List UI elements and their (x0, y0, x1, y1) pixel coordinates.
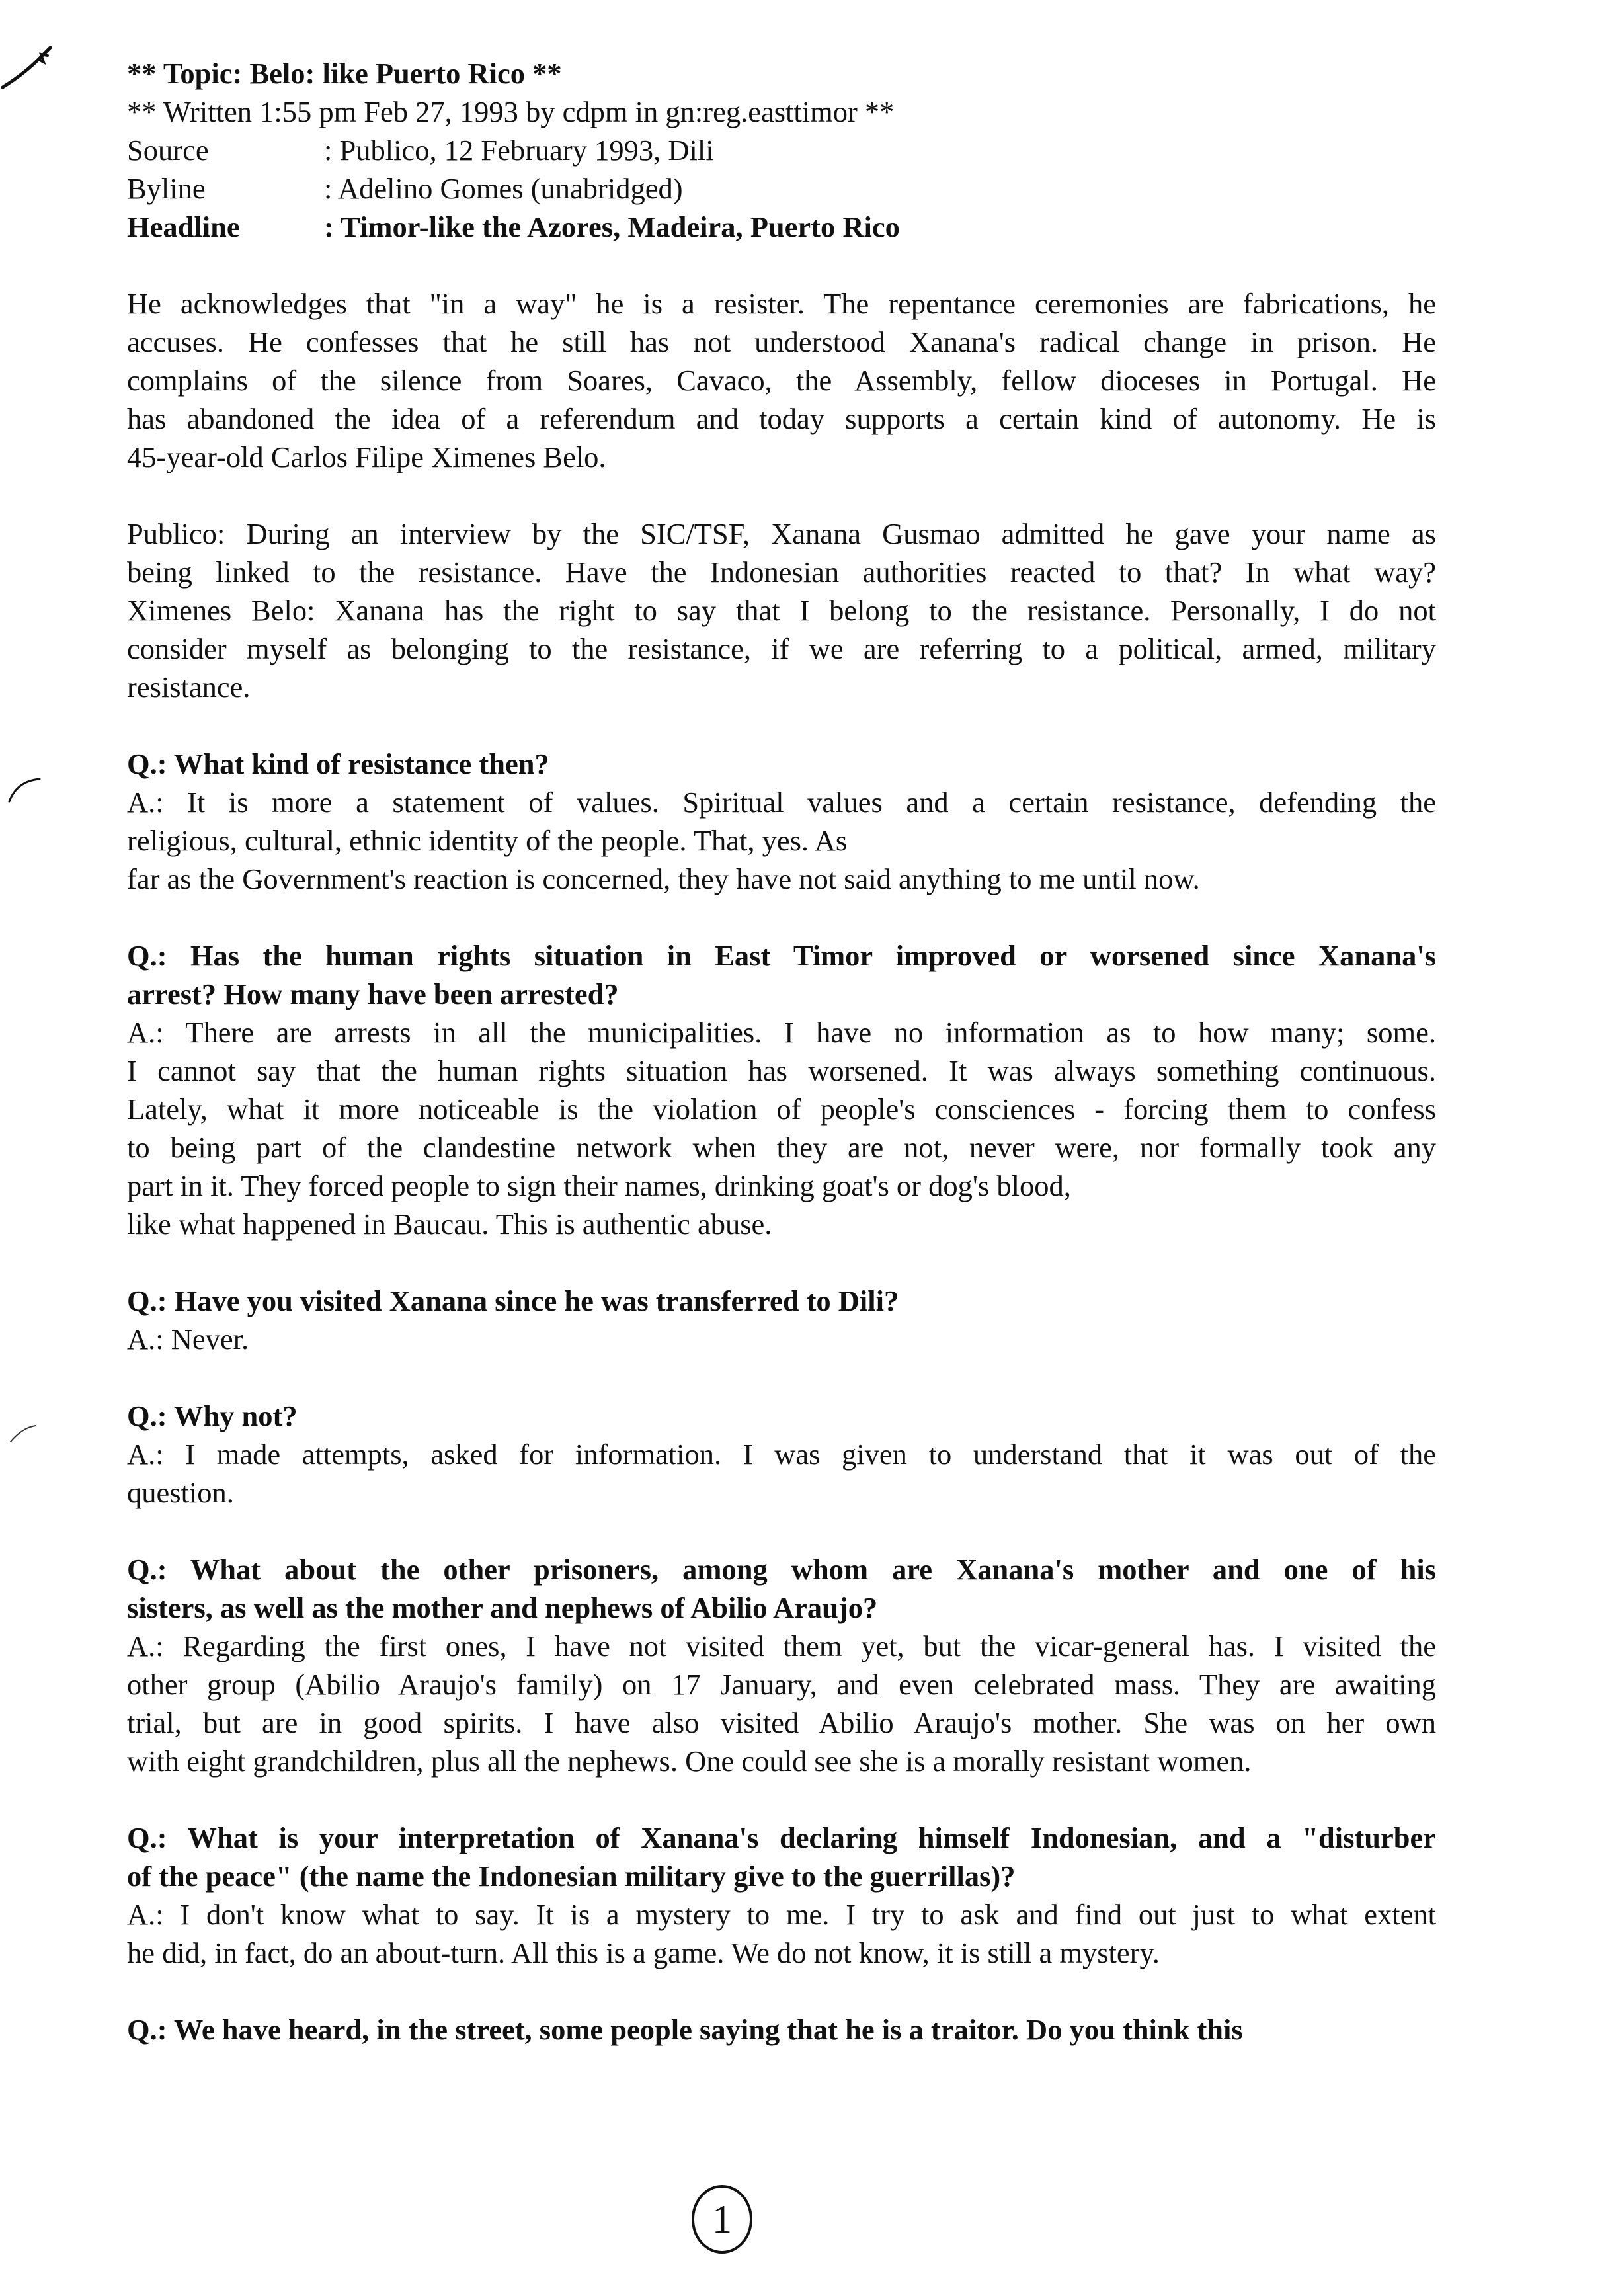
qa-block (127, 1819, 1436, 1972)
source-label: Source (127, 134, 209, 167)
byline-row (127, 169, 1436, 208)
margin-bracket-mark (5, 775, 45, 808)
answer (127, 1627, 1436, 1780)
spacer (127, 1972, 1436, 2010)
text-line: Ximenes Belo: Xanana has the right to say that I belong to the resistance. Personally, I do not (127, 594, 1436, 627)
qa-block (127, 745, 1436, 898)
byline-label: Byline (127, 172, 206, 205)
question-line: of the peace" (the name the Indonesian military give to the guerrillas)? (127, 1860, 1016, 1893)
answer-line: he did, in fact, do an about-turn. All this is a game. We do not know, it is still a mystery. (127, 1936, 1160, 1969)
question (127, 1819, 1436, 1895)
answer-line: with eight grandchildren, plus all the nephews. One could see she is a morally resistant women. (127, 1744, 1252, 1778)
headline-value: : Timor-like the Azores, Madeira, Puerto Rico (324, 210, 900, 243)
answer-line: far as the Government's reaction is concerned, they have not said anything to me until now. (127, 862, 1200, 895)
spacer (127, 1512, 1436, 1550)
question-line: Q.: What about the other prisoners, among whom are Xanana's mother and one of his (127, 1553, 1436, 1586)
text-line: has abandoned the idea of a referendum and today supports a certain kind of autonomy. He is (127, 402, 1436, 435)
spacer (127, 706, 1436, 745)
qa-block (127, 1550, 1436, 1780)
margin-tick-mark (7, 1422, 40, 1448)
question-line: Q.: Why not? (127, 1399, 298, 1432)
text-line: being linked to the resistance. Have the Indonesian authorities reacted to that? In what way? (127, 555, 1436, 589)
answer-line: like what happened in Baucau. This is authentic abuse. (127, 1208, 772, 1241)
answer (127, 1013, 1436, 1243)
answer-line: A.: I don't know what to say. It is a mystery to me. I try to ask and find out just to what extent (127, 1898, 1436, 1931)
answer-line: A.: There are arrests in all the municipalities. I have no information as to how many; some. (127, 1016, 1436, 1049)
answer-line: I cannot say that the human rights situation has worsened. It was always something continuous. (127, 1054, 1436, 1087)
spacer (127, 898, 1436, 936)
source-row (127, 131, 1436, 169)
page-number-mark (682, 2180, 762, 2259)
question-line: sisters, as well as the mother and nephews of Abilio Araujo? (127, 1591, 878, 1624)
question (127, 2010, 1436, 2049)
text-line: accuses. He confesses that he still has not understood Xanana's radical change in prison. He (127, 325, 1436, 358)
opening-paragraph (127, 514, 1436, 706)
text-line: Publico: During an interview by the SIC/TSF, Xanana Gusmao admitted he gave your name as (127, 517, 1436, 550)
answer (127, 1895, 1436, 1972)
headline-row (127, 208, 1436, 246)
spacer (127, 1358, 1436, 1397)
question-line: Q.: We have heard, in the street, some people saying that he is a traitor. Do you think this (127, 2013, 1243, 2046)
question (127, 936, 1436, 1013)
text-line: complains of the silence from Soares, Cavaco, the Assembly, fellow dioceses in Portugal. He (127, 364, 1436, 397)
qa-block (127, 2010, 1436, 2049)
question-line: arrest? How many have been arrested? (127, 977, 619, 1010)
question (127, 745, 1436, 783)
answer (127, 1320, 1436, 1358)
question (127, 1397, 1436, 1435)
answer-line: other group (Abilio Araujo's family) on 17 January, and even celebrated mass. They are awaiting (127, 1668, 1436, 1701)
question-line: Q.: What kind of resistance then? (127, 747, 549, 780)
answer-line: Lately, what it more noticeable is the violation of people's consciences - forcing them to confess (127, 1092, 1436, 1126)
headline-label: Headline (127, 210, 240, 243)
spacer (127, 1780, 1436, 1819)
topic-line: ** Topic: Belo: like Puerto Rico ** (127, 57, 562, 90)
answer-line: A.: It is more a statement of values. Spiritual values and a certain resistance, defending the (127, 786, 1436, 819)
answer (127, 1435, 1436, 1512)
spacer (127, 476, 1436, 514)
question (127, 1282, 1436, 1320)
spacer (127, 1243, 1436, 1282)
answer-line: A.: Never. (127, 1323, 249, 1356)
margin-pen-mark (0, 40, 60, 99)
document-body (127, 54, 1436, 2049)
answer-line: A.: I made attempts, asked for information. I was given to understand that it was out of the (127, 1438, 1436, 1471)
qa-block (127, 1282, 1436, 1358)
spacer (127, 246, 1436, 284)
answer (127, 783, 1436, 898)
question-line: Q.: Have you visited Xanana since he was transferred to Dili? (127, 1284, 899, 1317)
text-line: He acknowledges that "in a way" he is a resister. The repentance ceremonies are fabrications, he (127, 287, 1436, 320)
circled-number-icon (682, 2180, 762, 2259)
page-number: 1 (712, 2197, 732, 2241)
text-line: consider myself as belonging to the resistance, if we are referring to a political, armed, military (127, 632, 1436, 665)
answer-line: to being part of the clandestine network when they are not, never were, nor formally took any (127, 1131, 1436, 1164)
answer-line: A.: Regarding the first ones, I have not visited them yet, but the vicar-general has. I visited the (127, 1629, 1436, 1662)
question-line: Q.: What is your interpretation of Xanana's declaring himself Indonesian, and a "disturber (127, 1821, 1436, 1854)
intro-paragraph (127, 284, 1436, 476)
source-value: : Publico, 12 February 1993, Dili (324, 134, 714, 167)
text-line: 45-year-old Carlos Filipe Ximenes Belo. (127, 440, 606, 473)
qa-block (127, 1397, 1436, 1512)
answer-line: trial, but are in good spirits. I have also visited Abilio Araujo's mother. She was on her own (127, 1706, 1436, 1739)
answer-line: part in it. They forced people to sign their names, drinking goat's or dog's blood, (127, 1169, 1071, 1202)
message-header (127, 54, 1436, 246)
text-line: resistance. (127, 671, 251, 704)
answer-line: religious, cultural, ethnic identity of the people. That, yes. As (127, 824, 848, 857)
answer-line: question. (127, 1476, 234, 1509)
byline-value: : Adelino Gomes (unabridged) (324, 172, 683, 205)
qa-block (127, 936, 1436, 1243)
question (127, 1550, 1436, 1627)
written-line: ** Written 1:55 pm Feb 27, 1993 by cdpm in gn:reg.easttimor ** (127, 95, 895, 128)
question-line: Q.: Has the human rights situation in East Timor improved or worsened since Xanana's (127, 939, 1436, 972)
